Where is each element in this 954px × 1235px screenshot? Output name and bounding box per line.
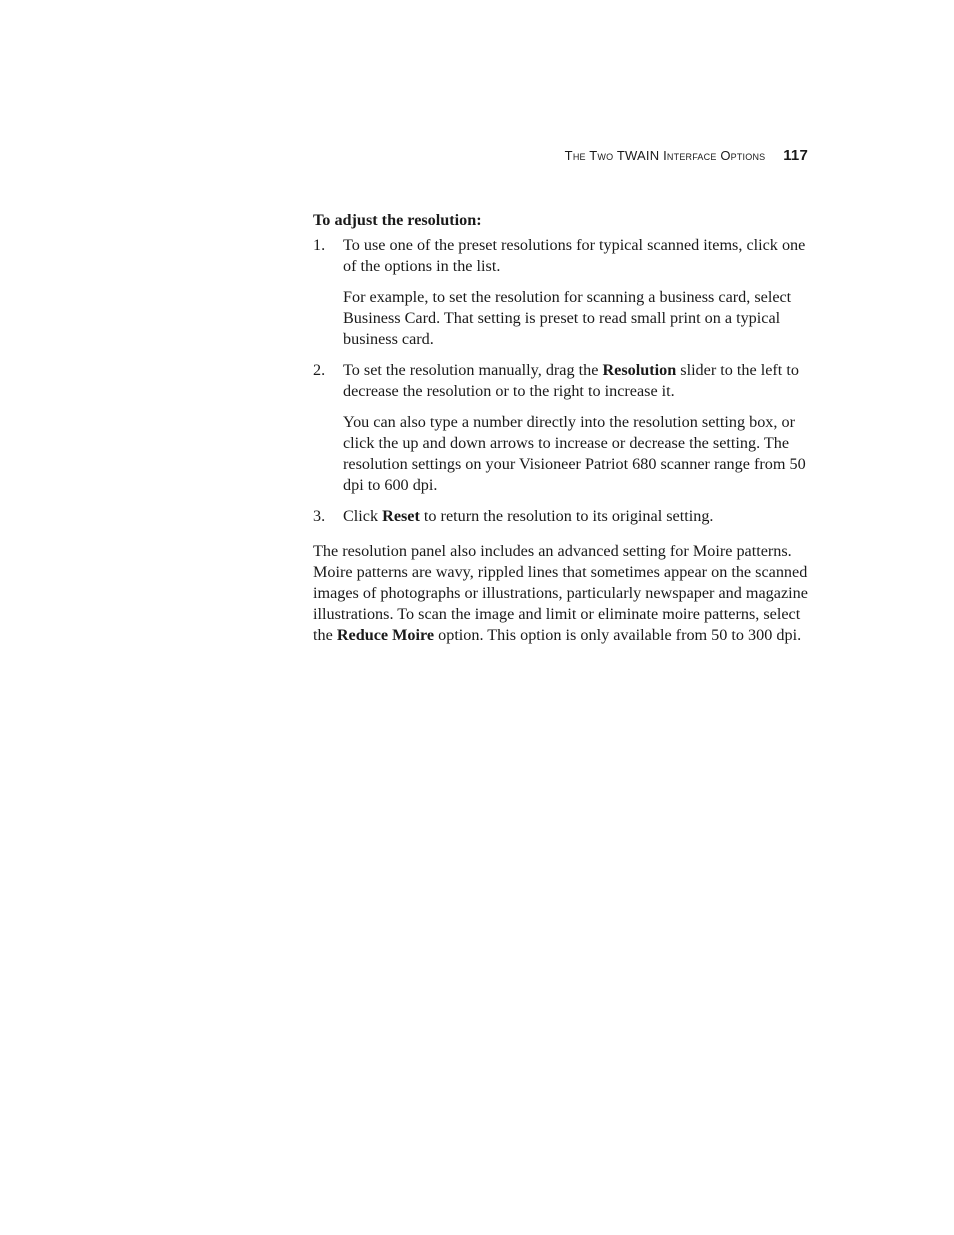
step-number: 3. [313, 507, 326, 525]
step-item [313, 360, 813, 496]
moire-paragraph [313, 541, 813, 646]
ui-term-resolution: Resolution [602, 361, 677, 379]
page-content [313, 210, 813, 646]
step-text-before: Click [343, 507, 383, 525]
steps-list [313, 235, 813, 527]
step-number: 1. [313, 236, 326, 254]
page-number: 117 [783, 147, 808, 164]
paragraph-text-before: The resolution panel also includes an advanced setting for Moire patterns. Moire patterns are wavy, rippled lines that sometimes appear on the scanned images of photographs or illustrations, particularly newspaper and magazine illustrations. To scan the image and limit or eliminate moire patterns, select the [313, 542, 808, 644]
step-text [343, 360, 813, 402]
step-item [313, 506, 813, 527]
step-text-after: to return the resolution to its original setting. [419, 507, 714, 525]
step-text [343, 506, 813, 527]
step-text-after: slider to the left to decrease the resolution or to the right to increase it. [343, 361, 799, 400]
paragraph-text-after: option. This option is only available from 50 to 300 dpi. [434, 626, 802, 644]
ui-term-reset: Reset [382, 507, 420, 525]
running-header [440, 147, 808, 164]
step-number: 2. [313, 361, 326, 379]
step-item [313, 235, 813, 350]
procedure-heading: To adjust the resolution: [313, 211, 482, 229]
step-text: To use one of the preset resolutions for typical scanned items, click one of the options in the list. [343, 236, 806, 275]
ui-term-reduce-moire: Reduce Moire [336, 626, 435, 644]
header-title: The Two TWAIN Interface Options [564, 148, 766, 163]
step-text-before: To set the resolution manually, drag the [343, 361, 603, 379]
step-note: For example, to set the resolution for scanning a business card, select Business Card. That setting is preset to read small print on a typical business card. [343, 288, 792, 348]
step-note: You can also type a number directly into the resolution setting box, or click the up and down arrows to increase or decrease the setting. The resolution settings on your Visioneer Patriot 680 scanner range from 50 dpi to 600 dpi. [343, 413, 806, 494]
